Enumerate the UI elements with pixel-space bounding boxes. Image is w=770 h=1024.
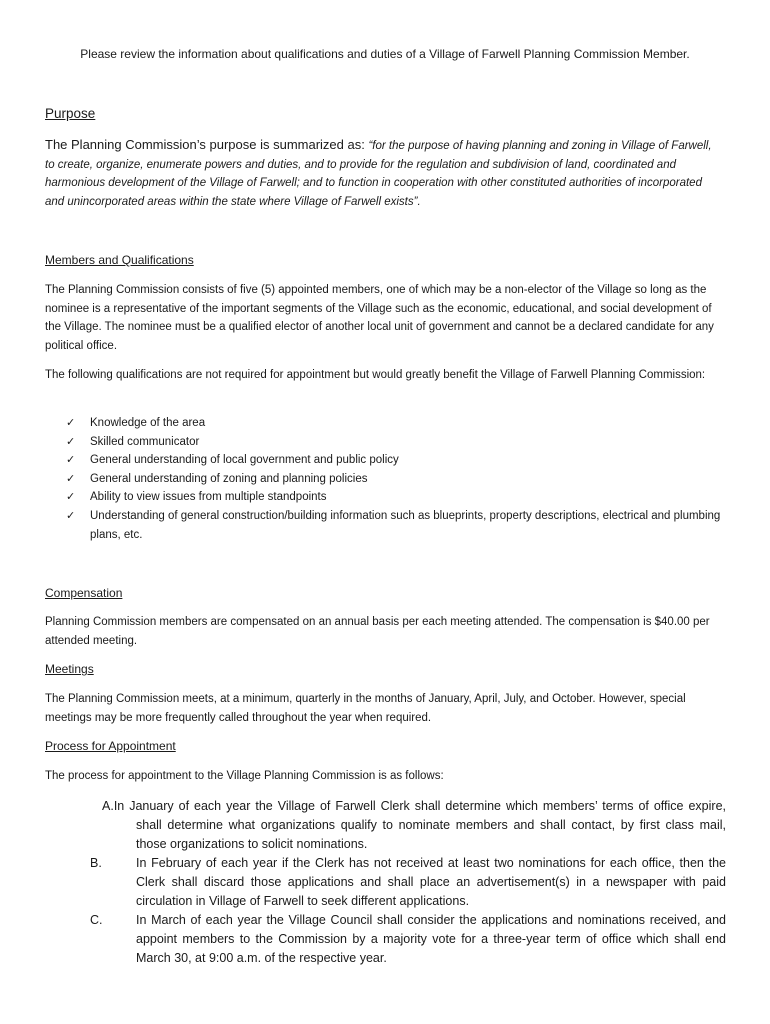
meetings-paragraph: The Planning Commission meets, at a minimum, quarterly in the months of January, April, July, and October. However, special meetings may be more frequently called throughout the year when required. xyxy=(45,693,686,724)
step-marker: A. xyxy=(102,799,114,813)
step-text: In March of each year the Village Council shall consider the applications and nominations received, and appoint members to the Commission by a majority vote for a three-year term of office which shall end March 30, at 9:00 a.m. of the respective year. xyxy=(136,913,726,965)
compensation-paragraph: Planning Commission members are compensated on an annual basis per each meeting attended. The compensation is $40.00 per attended meeting. xyxy=(45,616,710,647)
qualifications-intro: The following qualifications are not required for appointment but would greatly benefit the Village of Farwell Planning Commission: xyxy=(45,369,706,381)
list-item xyxy=(90,854,726,911)
list-item xyxy=(66,470,726,489)
members-paragraph: The Planning Commission consists of five (5) appointed members, one of which may be a non-elector of the Village so long as the nominee is a representative of the important segments of the Village such as the economic, educational, and social development of the Village. The nominee must be a qualified elector of another local unit of government and cannot be a declared candidate for any political office. xyxy=(45,284,714,352)
step-marker: C. xyxy=(90,913,103,927)
appointment-heading: Process for Appointment xyxy=(45,739,176,753)
qualification-text: Skilled communicator xyxy=(90,435,200,448)
checkmark-icon: ✓ xyxy=(66,472,76,485)
members-heading: Members and Qualifications xyxy=(45,253,194,267)
meetings-heading: Meetings xyxy=(45,662,94,676)
step-text: In January of each year the Village of Farwell Clerk shall determine which members’ terms of office expire, shall determine what organizations qualify to nominate members and shall contact, by first class mail, those organizations to solicit nominations. xyxy=(113,799,726,851)
step-text: In February of each year if the Clerk has not received at least two nominations for each office, then the Clerk shall discard those applications and shall place an advertisement(s) in a newspaper with paid circulation in Village of Farwell to seek different applications. xyxy=(136,856,726,908)
step-a xyxy=(90,797,726,854)
purpose-quote: “for the purpose of having planning and zoning in Village of Farwell, to create, organize, enumerate powers and duties, and to provide for the regulation and subdivision of land, coordinated and harmonious development of the Village of Farwell; and to function in cooperation with other constituted authorities of incorporated and unincorporated areas within the state where Village of Farwell exists”. xyxy=(45,140,712,208)
qualification-text: Knowledge of the area xyxy=(90,417,206,429)
list-item xyxy=(66,433,726,452)
checkmark-icon: ✓ xyxy=(66,435,76,448)
qualification-text: General understanding of local government and public policy xyxy=(90,454,399,467)
checkmark-icon: ✓ xyxy=(66,417,76,429)
list-item xyxy=(66,414,726,433)
list-item xyxy=(90,911,726,968)
qualification-text: Understanding of general construction/building information such as blueprints, property descriptions, electrical and plumbing plans, etc. xyxy=(90,509,721,541)
purpose-heading: Purpose xyxy=(45,106,96,121)
checkmark-icon: ✓ xyxy=(66,454,76,467)
appointment-paragraph: The process for appointment to the Village Planning Commission is as follows: xyxy=(45,770,444,782)
list-item xyxy=(90,797,726,854)
compensation-heading: Compensation xyxy=(45,586,123,600)
checkmark-icon: ✓ xyxy=(66,491,76,504)
qualifications-list xyxy=(66,414,726,544)
intro-text: Please review the information about qualifications and duties of a Village of Farwell Planning Commission Member. xyxy=(80,47,690,61)
step-marker: B. xyxy=(90,856,102,870)
qualification-text: Ability to view issues from multiple standpoints xyxy=(90,491,327,504)
list-item xyxy=(66,507,726,544)
purpose-paragraph xyxy=(45,136,720,211)
qualification-text: General understanding of zoning and planning policies xyxy=(90,472,368,485)
appointment-steps xyxy=(90,797,726,968)
list-item xyxy=(66,488,726,507)
purpose-lead: The Planning Commission’s purpose is summarized as: xyxy=(45,137,369,152)
checkmark-icon: ✓ xyxy=(66,509,76,522)
list-item xyxy=(66,451,726,470)
